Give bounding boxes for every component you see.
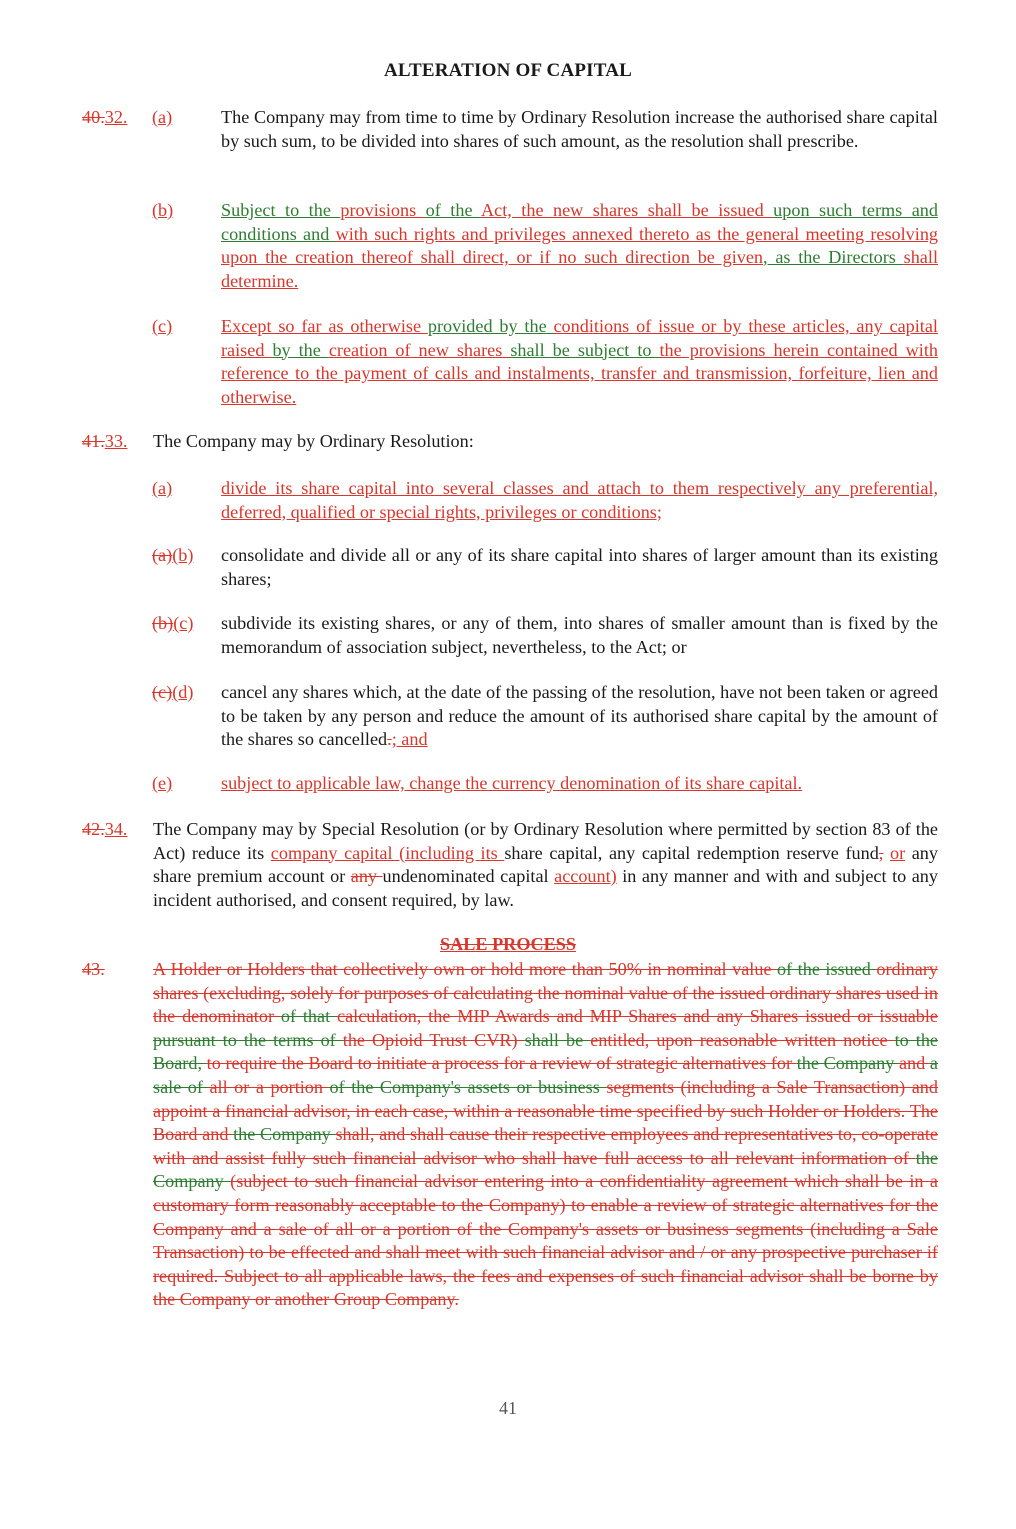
article-32a-text: The Company may from time to time by Ordinary Resolution increase the authorised share capital by such sum, to be divided into shares of such amount, as the resolution shall prescribe. [221,107,938,151]
article-34-text: The Company may by Special Resolution (or by Ordinary Resolution where permitted by section 83 of the Act) reduce its company capital (including its share capital, any capital redemption reserve fund, or any share premium account or any undenominated capital account) in any manner and with and subject to any incident authorised, and consent required, by law. [153,819,938,910]
article-34-number: 42.34. [82,819,128,839]
article-32a-label: (a) [152,107,173,127]
article-32c-text: Except so far as otherwise provided by the conditions of issue or by these articles, any capital raised by the creation of new shares shall be subject to the provisions herein contained with reference to the payment of calls and instalments, transfer and transmission, forfeiture, lien and otherwise. [221,316,938,407]
article-33c-text: subdivide its existing shares, or any of them, into shares of smaller amount than is fixed by the memorandum of association subject, nevertheless, to the Act; or [221,613,938,657]
article-33e-label: (e) [152,773,173,793]
article-33b-label: (a)(b) [152,545,194,565]
article-33d-label: (c)(d) [152,682,194,702]
article-33e-text: subject to applicable law, change the currency denomination of its share capital. [221,773,803,793]
article-43-number: 43. [82,959,105,979]
article-32c-label: (c) [152,316,173,336]
article-33c-label: (b)(c) [152,613,194,633]
old-number: 40. [82,107,105,127]
article-33-number: 41.33. [82,431,128,451]
new-number: 32. [104,107,128,127]
article-33a-text: divide its share capital into several classes and attach to them respectively any preferential, deferred, qualified or special rights, privileges or conditions; [221,478,938,522]
page-number: 41 [499,1398,517,1418]
article-33b-text: consolidate and divide all or any of its share capital into shares of larger amount than its existing shares; [221,545,938,589]
article-32b-text: Subject to the provisions of the Act, the new shares shall be issued upon such terms and conditions and with such rights and privileges annexed thereto as the general meeting resolving upon the creation thereof shall direct, or if no such direction be given, as the Directors shall determine. [221,200,939,291]
article-33d-text: cancel any shares which, at the date of the passing of the resolution, have not been taken or agreed to be taken by any person and reduce the amount of its authorised share capital by the amount of the shares so cancelled.; and [221,682,938,750]
article-32b-label: (b) [152,200,174,220]
article-33-intro: The Company may by Ordinary Resolution: [153,431,474,451]
section-title: ALTERATION OF CAPITAL [383,60,633,81]
sale-process-heading: SALE PROCESS [440,934,576,954]
article-33a-label: (a) [152,478,173,498]
article-32-number [82,106,127,130]
article-43-text: A Holder or Holders that collectively own or hold more than 50% in nominal value of the issued ordinary shares (excluding, solely for purposes of calculating the nominal value of the issued ordinary shares used in the denominator of that calculation, the MIP Awards and MIP Shares and any Shares issued or issuable pursuant to the terms of the Opioid Trust CVR) shall be entitled, upon reasonable written notice to the Board, to require the Board to initiate a process for a review of strategic alternatives for the Company and a sale of all or a portion of the Company's assets or business segments (including a Sale Transaction) and appoint a financial advisor, in each case, within a reasonable time specified by such Holder or Holders. The Board and the Company shall, and shall cause their respective employees and representatives to, co-operate with and assist fully such financial advisor who shall have full access to all relevant information of the Company (subject to such financial advisor entering into a confidentiality agreement which shall be in a customary form reasonably acceptable to the Company) to enable a review of strategic alternatives for the Company and a sale of all or a portion of the Company's assets or business segments (including a Sale Transaction) to be effected and shall meet with such financial advisor and / or any prospective purchaser if required. Subject to all applicable laws, the fees and expenses of such financial advisor shall be borne by the Company or another Group Company. [153,959,939,1310]
